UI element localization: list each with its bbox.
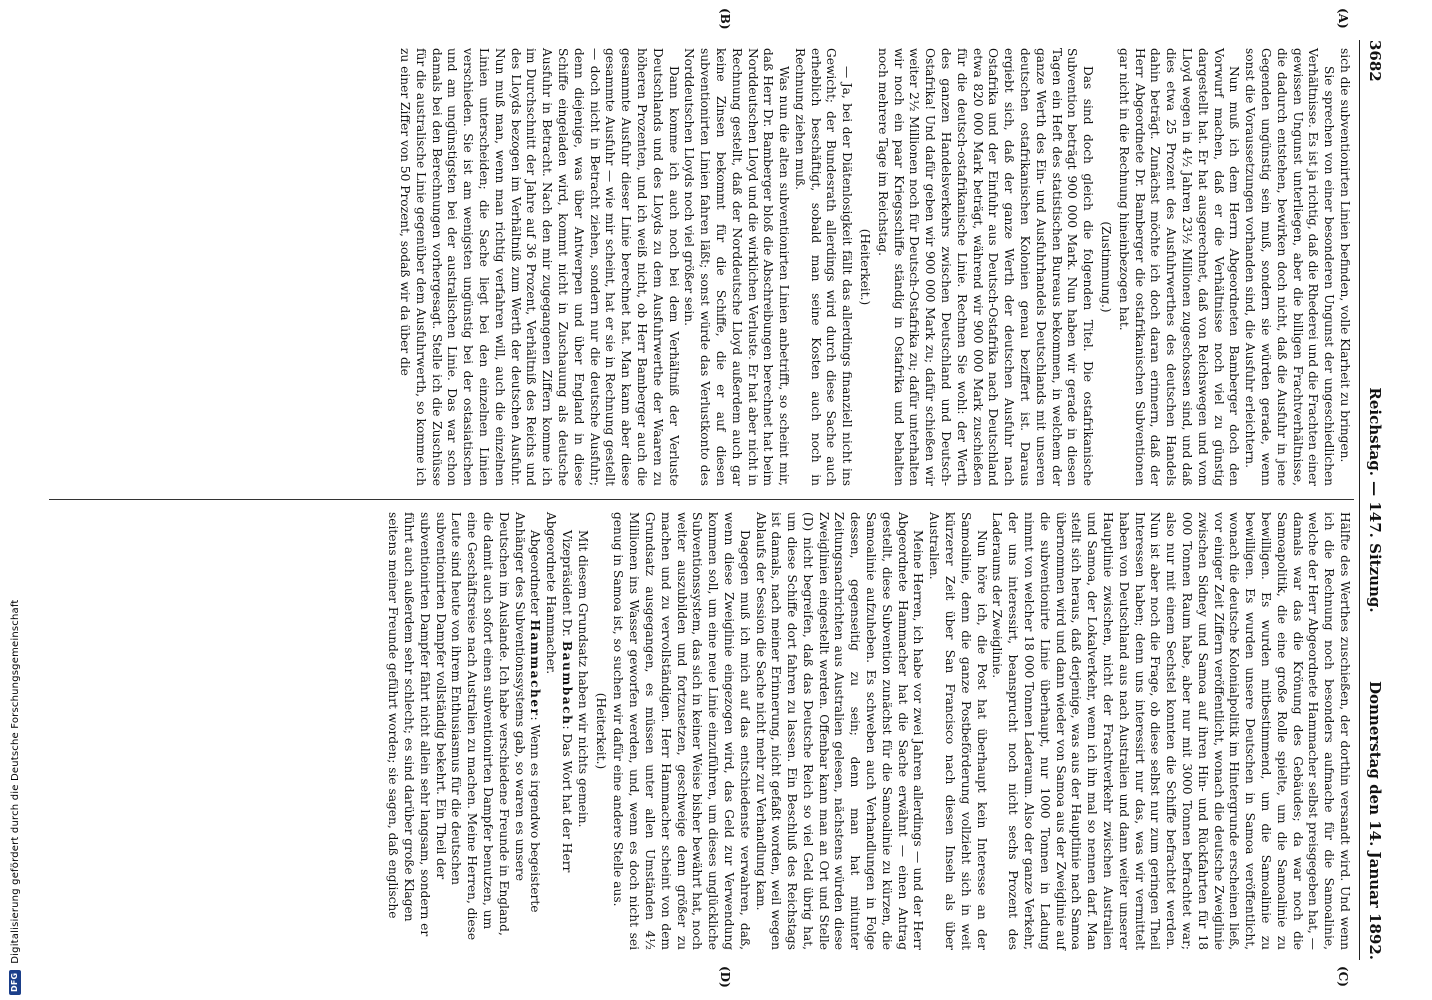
paragraph: sich die subventionirten Linien befinden, volle Klarheit zu bringen. (1338, 48, 1352, 463)
paragraph: — Ja, bei der Diätenlosigkeit fällt das allerdings finanziell nicht ins Gewicht; der Bundesrath allerdings wird durch diese Sache auch erheblich beschäftigt, sobald man seine Kosten auch noch in Rechnung ziehen muß. (792, 48, 855, 486)
margin-mark-d: (D) (718, 966, 732, 988)
left-column (396, 48, 1352, 486)
column-divider (49, 499, 1354, 500)
header-title: Reichstag. — 147. Sitzung. (1366, 387, 1384, 613)
paragraph: Mit diesem Grundsatz haben wir nichts gemein. (575, 530, 590, 828)
credit-text: Digitalisierung gefördert durch die Deutsche Forschungsgemeinschaft (9, 599, 21, 964)
margin-mark-a: (A) (1336, 8, 1350, 29)
paragraph: Sie sprechen von einer besonderen Ungunst der ungeschiedlichen Verhältnisse. Es ist ja richtig, daß die Rhederei und die Frachten einer gewissen Ungunst unterliegen, aber die billigen Frachtverhältnisse, die dadurch entstehen, bewirken doch nicht, daß die Ausfuhr in jene Gegenden ungünstig sein muß, sondern sie würden gerade, wenn sonst die Voraussetzungen vorhanden sind, die Ausfuhr erleichtern. (1243, 48, 1337, 486)
aside-remark: (Zustimmung.) (1099, 221, 1114, 313)
speaker-role: Abgeordneter (528, 530, 543, 616)
header-date: Donnerstag den 14. Januar 1892. (1366, 681, 1384, 960)
paragraph: Nun muß ich dem Herrn Abgeordneten Bamberger doch den Vorwurf machen, daß er die Verhältnisse noch viel zu günstig dargestellt hat. Er hat ausgerechnet, daß von Reichswegen und vom Lloyd wegen in 4½ Jahren 23½ Millionen zugeschossen sind, und daß dies etwa 25 Prozent des Ausfuhrwerthes des deutschen Handels dahin beträgt. Zunächst möchte ich doch daran erinnern, daß der Herr Abgeordnete Dr. Bamberger die ostafrikanischen Subventionen gar nicht in die Rechnung hineinbezogen hat. (1116, 48, 1242, 486)
page-header (1360, 40, 1384, 960)
page-number: 3682 (1366, 40, 1384, 82)
aside-remark: (Heiterkeit.) (593, 692, 608, 770)
speaker-intro (542, 512, 574, 950)
speaker-name: Baumbach (559, 640, 574, 726)
speaker-text: : Wenn es irgendwo begeisterte Anhänger des Subventionssystems gab, so waren es unsere Deutschen im Auslande. Ich habe verschiedene Freunde in England, die damit auch sofort einen subventionirten Dampfer benutzen, um eine Geschäftsreise nach Australien zu machen. Meine Herren, diese Leute sind heute von ihrem Enthusiasmus für die deutschen subventionirten Dampfer vollständig bekehrt. Ein Theil der subventionirten Dampfer fährt nicht allein sehr langsam, sondern er führt auch außerdem sehr schlecht; es sind darüber große Klagen seitens meiner Freunde geführt worden; sie sagen, daß englische (386, 512, 543, 941)
paragraph: Dann komme ich auch noch bei dem Verhältniß der Verluste Deutschlands und des Lloyds zu dem Ausfuhrwerthe der Waaren zu höheren Prozenten, und ich weiß nicht, ob Herr Bamberger auch die gesammte Ausfuhr dieser Linie berechnet hat. Man kann aber diese gesammte Ausfuhr — wie mir scheint, hat er sie in Rechnung gestellt — doch nicht in Betracht ziehen, sondern nur die deutsche Ausfuhr; denn diejenige, was über Antwerpen und über England in diese Schiffe eingeladen wird, kommt nicht in Zuschauung als deutsche Ausfuhr in Betracht. Nach den mir zugegangenen Ziffern komme ich im Durchschnitt der Jahre auf 36 Prozent, Verhältniß des Reichs und des Lloyds bezogen im Verhältniß zum Werth der deutschen Ausfuhr. Nun muß man, wenn man richtig verfahren will, auch die einzelnen Linien unterscheiden; die Sache liegt bei den einzelnen Linien verschieden. Sie ist am wenigsten ungünstig bei der ostasiatischen und am ungünstigsten bei der australischen Linie. Das war schon damals bei den Berechnungen vorhergesagt. Stelle ich die Zuschüsse für die australische Linie gegenüber dem Ausfuhrwerth, so komme ich zu einer Ziffer von 50 Prozent, sodaß wir da über die (397, 48, 681, 486)
margin-mark-b: (B) (718, 8, 732, 30)
aside-remark: (Heiterkeit.) (858, 228, 873, 306)
margin-mark-c: (C) (1336, 966, 1350, 987)
paragraph: Nun höre ich, die Post hat überhaupt kein Interesse an der Samoalinie, denn die ganze Postbeförderung vollzieht sich in weit kürzerer Zeit über San Francisco nach diesen Inseln als über Australien. (927, 512, 989, 950)
paragraph: Hälfte des Werthes zuschießen, der dorthin versandt wird. Und wenn ich die Rechnung noch besonders aufmache für die Samoalinie, welche der Herr Abgeordnete Hammacher selbst preisgegeben hat, — damals war das die Krönung des Gebäudes; da war noch die Samoapolitik, die eine große Rolle spielte, um die Samoalinie zu bewilligen. Es wurden mitbestimmend, um die Samoalinie zu bewilligen. Es wurden unsere Deutschen in Samoa veröffentlicht, wonach die deutsche Kolonialpolitik im Hintergrunde erscheinen ließ, vor einiger Zeit Ziffern veröffentlicht, wonach die deutsche Zweiglinie zwischen Sidney und Samoa auf ihren Hin- und Rückfahrten für 18 000 Tonnen Raum habe, aber nur mit 3000 Tonnen befrachtet war; also nur mit einem Sechstel konnten die Schiffe befrachtet werden. Nun ist aber noch die Frage, ob diese selbst nur zum geringen Theil Interessen haben; denn uns interessirt nur das, was wir vermittelt haben von Deutschland aus nach Australien und dann weiter unserer Hauptlinie zwischen, nicht der Frachtverkehr zwischen Australien und Samoa, der Lokalverkehr, wenn ich ihn mal so nennen darf. Man stellt sich heraus, daß derjenige, was aus der Hauptlinie nach Samoa übernommen wird und dann wieder von Samoa aus der Zweiglinie auf die subventionirte Linie überhaupt, nur 1000 Tonnen in Ladung nimmt von welcher 18 000 Tonnen Laderaum. Also der ganze Verkehr, der uns interessirt, beansprucht noch nicht sechs Prozent des Laderaums der Zweiglinie. (990, 512, 1352, 950)
dfg-logo: DFG (9, 970, 21, 995)
right-column (384, 512, 1352, 950)
speaker-paragraph (384, 512, 542, 950)
paragraph: Was nun die alten subventionirten Linien anbetrifft, so scheint mir, daß Herr Dr. Bamberger bloß die Abschreibungen berechnet hat beim Norddeutschen Lloyd und die wirklichen Verluste. Er hat aber nicht in Rechnung gestellt, daß der Norddeutsche Lloyd außerdem auch gar keine Zinsen bekommt für die Schiffe, die er auf diesen subventionirten Linien fahren läßt; sonst würde das Verlustkonto des Norddeutschen Lloyds noch viel größer sein. (682, 48, 792, 486)
paragraph: Das sind doch gleich die folgenden Titel. Die ostafrikanische Subvention beträgt 900 000 Mark. Nun haben wir gerade in diesen Tagen ein Heft des statistischen Bureaus bekommen, in welchem der ganze Werth des Ein- und Ausfuhrhandels Deutschlands mit unseren deutschen ostafrikanischen Kolonien genau beziffert ist. Daraus ergiebt sich, daß der ganze Werth der deutschen Ausfuhr nach Ostafrika und der Einfuhr aus Deutsch-Ostafrika nach Deutschland etwa 820 000 Mark beträgt, während wir 900 000 Mark zuschießen für die deutsch-ostafrikanische Linie. Rechnen Sie wohl: der Werth des ganzen Handelsverkehrs zwischen Deutschland und Deutsch-Ostafrika! Und dafür geben wir 900 000 Mark zu; dafür schießen wir weiter 2½ Millionen noch für Deutsch-Ostafrika zu; dafür unterhalten wir noch ein paar Kriegsschiffe ständig in Ostafrika und behalten noch mehrere Tage im Reichstag. (875, 48, 1096, 486)
speaker-name: Hammacher (528, 619, 543, 717)
header-rule (1359, 40, 1360, 960)
rotated-document-page (9, 0, 1432, 1000)
speaker-role: Vizepräsident Dr. (559, 530, 574, 637)
speaker-remark: : Das Wort hat der Herr Abgeordnete Hammacher. (544, 512, 574, 873)
paragraph: Dagegen muß ich mich auf das entschiedenste verwahren, daß, wenn diese Zweiglinie eingezogen wird, das Geld zur Verwendung kommen soll, um eine neue Linie einzuführen, um dieses unglückliche Subventionssystem, das sich in keiner Weise bisher bewährt hat, noch weiter auszubilden und fortzusetzen, geschweige denn größer zu machen und zu vervollständigen. Herr Hammacher scheint von dem Grundsatz ausgegangen, es müssen unter allen Umständen 4½ Millionen ins Wasser geworfen werden, und, wenn es doch nicht sei genug in Samoa ist, so suchen wir dafür eine andere Stelle aus. (611, 512, 752, 950)
paragraph: Meine Herren, ich habe vor zwei Jahren allerdings — und der Herr Abgeordnete Hammacher hat die Sache erwähnt — einen Antrag gestellt, diese Subvention zunächst für die Samoalinie zu kürzen, die Samoalinie aufzuheben. Es schweben auch Verhandlungen in Folge dessen, gegenseitig zu sein; denn man hat mitunter Zeitungsnachrichten aus Australien gelesen, nächstens würden diese Zweiglinien eingestellt werden. Offenbar kann man an Ort und Stelle (D) nicht begreifen, daß das Deutsche Reich so viel Geld übrig hat, um diese Schiffe dort fahren zu lassen. Ein Beschluß des Reichstags ist damals, nach meiner Erinnerung, nicht gefaßt worden, weil wegen Ablaufs der Session die Sache nicht mehr zur Verhandlung kam. (753, 512, 926, 950)
